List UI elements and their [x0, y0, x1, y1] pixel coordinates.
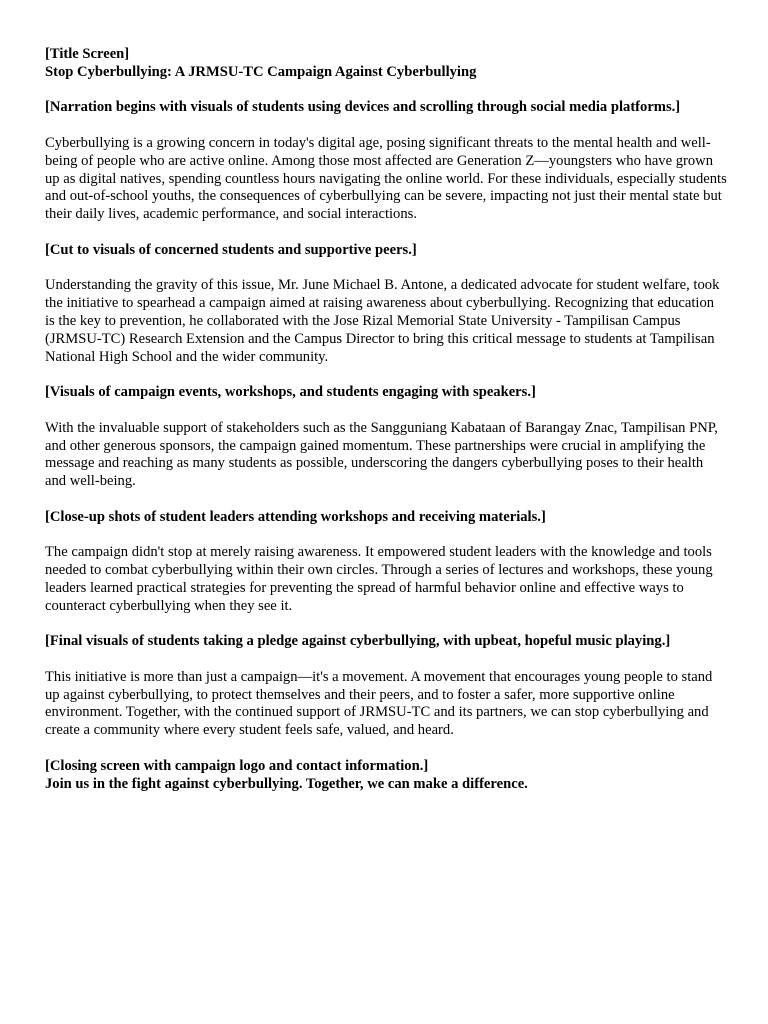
narration-paragraph: This initiative is more than just a campaign—it's a movement. A movement that encourages young people to stand up against cyberbullying, to protect themselves and their peers, and to foster a safer, more supportive online environment. Together, with the continued support of JRMSU-TC and its partners, we can stop cyberbullying and create a community where every student feels safe, valued, and heard. [45, 668, 713, 739]
script-document [45, 46, 727, 793]
stage-cue: [Cut to visuals of concerned students and supportive peers.] [45, 241, 417, 258]
stage-cue: [Final visuals of students taking a pledge against cyberbullying, with upbeat, hopeful music playing.] [45, 633, 671, 650]
stage-cue: [Visuals of campaign events, workshops, and students engaging with speakers.] [45, 384, 536, 401]
document-title: Stop Cyberbullying: A JRMSU-TC Campaign Against Cyberbullying [45, 63, 477, 80]
title-screen-label: [Title Screen] [45, 46, 130, 62]
stage-cue: [Close-up shots of student leaders attending workshops and receiving materials.] [45, 508, 546, 525]
closing-line: Join us in the fight against cyberbullying. Together, we can make a difference. [45, 775, 528, 792]
stage-cue: [Narration begins with visuals of students using devices and scrolling through social media platforms.] [45, 99, 681, 116]
narration-paragraph: Cyberbullying is a growing concern in today's digital age, posing significant threats to the mental health and well-being of people who are active online. Among those most affected are Generation Z—youngsters who have grown up as digital natives, spending countless hours navigating the online world. For these individuals, especially students and out-of-school youths, the consequences of cyberbullying can be severe, impacting not just their mental state but their daily lives, academic performance, and social interactions. [45, 134, 727, 223]
narration-paragraph: Understanding the gravity of this issue, Mr. June Michael B. Antone, a dedicated advocate for student welfare, took the initiative to spearhead a campaign aimed at raising awareness about cyberbullying. Recognizing that education is the key to prevention, he collaborated with the Jose Rizal Memorial State University - Tampilisan Campus (JRMSU-TC) Research Extension and the Campus Director to bring this critical message to students at Tampilisan National High School and the wider community. [45, 277, 720, 365]
narration-paragraph: With the invaluable support of stakeholders such as the Sangguniang Kabataan of Barangay Znac, Tampilisan PNP, and other generous sponsors, the campaign gained momentum. These partnerships were crucial in amplifying the message and reaching as many students as possible, underscoring the dangers cyberbullying poses to their health and well-being. [45, 419, 718, 490]
narration-paragraph: The campaign didn't stop at merely raising awareness. It empowered student leaders with the knowledge and tools needed to combat cyberbullying within their own circles. Through a series of lectures and workshops, these young leaders learned practical strategies for preventing the spread of harmful behavior online and effective ways to counteract cyberbullying when they see it. [45, 544, 713, 614]
closing-cue: [Closing screen with campaign logo and contact information.] [45, 757, 429, 774]
